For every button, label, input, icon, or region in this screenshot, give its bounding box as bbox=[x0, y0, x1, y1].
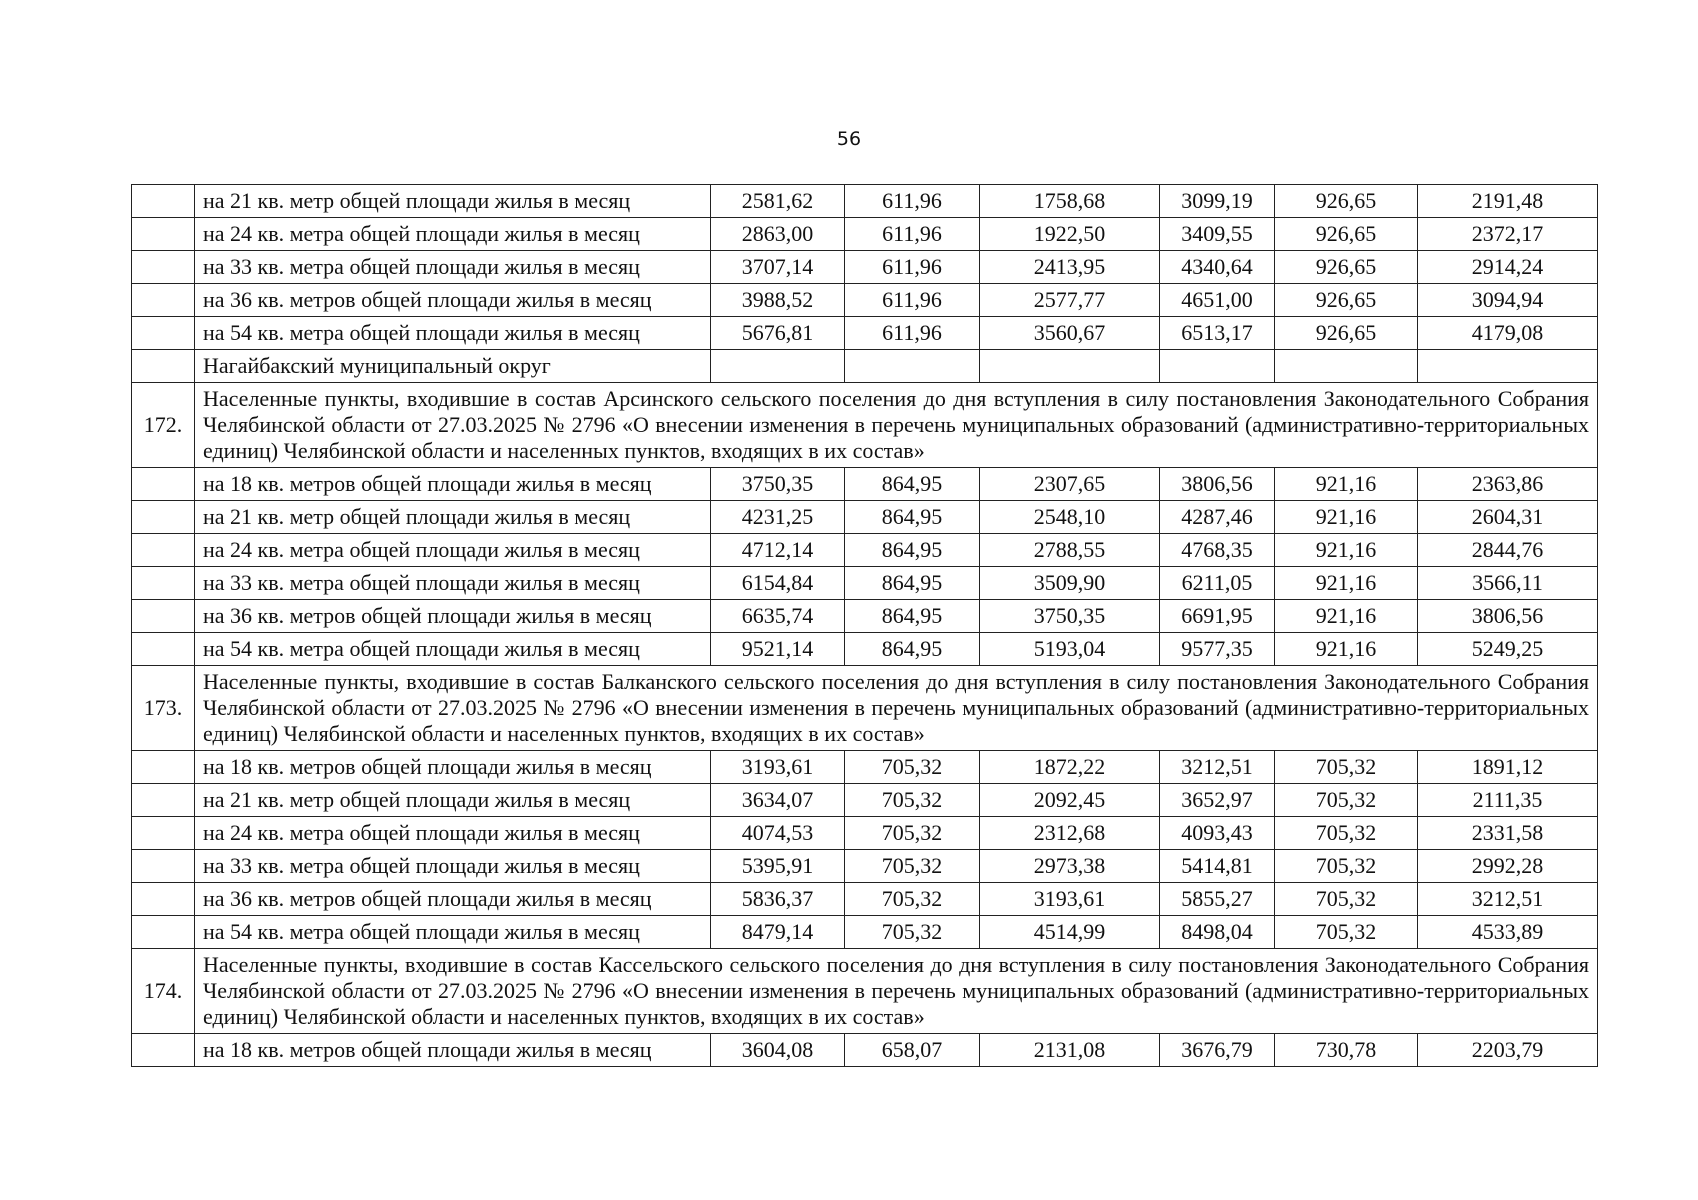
value-cell bbox=[845, 350, 980, 383]
value-cell: 9521,14 bbox=[711, 633, 845, 666]
row-label: на 54 кв. метра общей площади жилья в месяц bbox=[195, 633, 711, 666]
value-cell: 705,32 bbox=[845, 817, 980, 850]
row-label: на 24 кв. метра общей площади жилья в месяц bbox=[195, 218, 711, 251]
value-cell: 8498,04 bbox=[1160, 916, 1275, 949]
value-cell: 3560,67 bbox=[980, 317, 1160, 350]
value-cell: 3193,61 bbox=[980, 883, 1160, 916]
value-cell: 3212,51 bbox=[1418, 883, 1598, 916]
row-number-cell bbox=[132, 317, 195, 350]
value-cell: 864,95 bbox=[845, 468, 980, 501]
row-number: 172. bbox=[132, 383, 195, 468]
value-cell: 705,32 bbox=[1275, 883, 1418, 916]
table-row bbox=[132, 218, 1598, 251]
value-cell: 9577,35 bbox=[1160, 633, 1275, 666]
row-label: на 33 кв. метра общей площади жилья в месяц bbox=[195, 850, 711, 883]
value-cell: 1922,50 bbox=[980, 218, 1160, 251]
row-label: на 33 кв. метра общей площади жилья в месяц bbox=[195, 251, 711, 284]
value-cell: 1758,68 bbox=[980, 185, 1160, 218]
value-cell: 926,65 bbox=[1275, 284, 1418, 317]
value-cell: 2131,08 bbox=[980, 1034, 1160, 1067]
row-number: 173. bbox=[132, 666, 195, 751]
value-cell: 2914,24 bbox=[1418, 251, 1598, 284]
value-cell: 3212,51 bbox=[1160, 751, 1275, 784]
table-row bbox=[132, 817, 1598, 850]
value-cell: 2363,86 bbox=[1418, 468, 1598, 501]
table-row bbox=[132, 850, 1598, 883]
value-cell: 3604,08 bbox=[711, 1034, 845, 1067]
value-cell: 2581,62 bbox=[711, 185, 845, 218]
value-cell: 705,32 bbox=[845, 850, 980, 883]
section-row bbox=[132, 666, 1598, 751]
value-cell: 6154,84 bbox=[711, 567, 845, 600]
value-cell: 926,65 bbox=[1275, 251, 1418, 284]
value-cell: 2992,28 bbox=[1418, 850, 1598, 883]
value-cell: 611,96 bbox=[845, 284, 980, 317]
value-cell: 926,65 bbox=[1275, 218, 1418, 251]
value-cell: 5249,25 bbox=[1418, 633, 1598, 666]
value-cell: 864,95 bbox=[845, 633, 980, 666]
row-number-cell bbox=[132, 751, 195, 784]
value-cell: 5676,81 bbox=[711, 317, 845, 350]
table-row bbox=[132, 534, 1598, 567]
value-cell: 864,95 bbox=[845, 501, 980, 534]
tariff-table bbox=[131, 184, 1598, 1067]
value-cell: 705,32 bbox=[1275, 916, 1418, 949]
value-cell: 6513,17 bbox=[1160, 317, 1275, 350]
value-cell: 921,16 bbox=[1275, 534, 1418, 567]
table-row bbox=[132, 284, 1598, 317]
value-cell: 2092,45 bbox=[980, 784, 1160, 817]
value-cell: 2331,58 bbox=[1418, 817, 1598, 850]
value-cell: 705,32 bbox=[1275, 817, 1418, 850]
row-number-cell bbox=[132, 218, 195, 251]
row-number-cell bbox=[132, 633, 195, 666]
value-cell bbox=[1160, 350, 1275, 383]
value-cell: 3707,14 bbox=[711, 251, 845, 284]
table-row bbox=[132, 916, 1598, 949]
row-label: на 54 кв. метра общей площади жилья в месяц bbox=[195, 916, 711, 949]
value-cell: 5855,27 bbox=[1160, 883, 1275, 916]
value-cell: 5836,37 bbox=[711, 883, 845, 916]
value-cell: 4340,64 bbox=[1160, 251, 1275, 284]
value-cell: 2973,38 bbox=[980, 850, 1160, 883]
value-cell: 2863,00 bbox=[711, 218, 845, 251]
row-number-cell bbox=[132, 600, 195, 633]
value-cell: 3409,55 bbox=[1160, 218, 1275, 251]
value-cell: 1872,22 bbox=[980, 751, 1160, 784]
value-cell: 3750,35 bbox=[711, 468, 845, 501]
value-cell bbox=[980, 350, 1160, 383]
value-cell: 3634,07 bbox=[711, 784, 845, 817]
value-cell: 3094,94 bbox=[1418, 284, 1598, 317]
section-row bbox=[132, 949, 1598, 1034]
value-cell: 8479,14 bbox=[711, 916, 845, 949]
value-cell: 705,32 bbox=[1275, 784, 1418, 817]
value-cell: 926,65 bbox=[1275, 317, 1418, 350]
value-cell: 705,32 bbox=[845, 784, 980, 817]
table-row bbox=[132, 567, 1598, 600]
row-label: на 21 кв. метр общей площади жилья в месяц bbox=[195, 185, 711, 218]
value-cell: 611,96 bbox=[845, 185, 980, 218]
value-cell: 6211,05 bbox=[1160, 567, 1275, 600]
row-number-cell bbox=[132, 468, 195, 501]
value-cell: 4093,43 bbox=[1160, 817, 1275, 850]
value-cell: 705,32 bbox=[845, 751, 980, 784]
table-row bbox=[132, 751, 1598, 784]
value-cell: 921,16 bbox=[1275, 600, 1418, 633]
value-cell: 4074,53 bbox=[711, 817, 845, 850]
value-cell: 4768,35 bbox=[1160, 534, 1275, 567]
value-cell: 705,32 bbox=[845, 883, 980, 916]
value-cell: 3652,97 bbox=[1160, 784, 1275, 817]
value-cell: 4231,25 bbox=[711, 501, 845, 534]
value-cell: 2577,77 bbox=[980, 284, 1160, 317]
value-cell: 2844,76 bbox=[1418, 534, 1598, 567]
row-label: на 36 кв. метров общей площади жилья в месяц bbox=[195, 284, 711, 317]
row-number-cell bbox=[132, 916, 195, 949]
row-label: на 36 кв. метров общей площади жилья в месяц bbox=[195, 883, 711, 916]
row-label: на 54 кв. метра общей площади жилья в месяц bbox=[195, 317, 711, 350]
row-number-cell bbox=[132, 501, 195, 534]
value-cell: 3566,11 bbox=[1418, 567, 1598, 600]
value-cell: 921,16 bbox=[1275, 567, 1418, 600]
value-cell: 4651,00 bbox=[1160, 284, 1275, 317]
row-label: на 18 кв. метров общей площади жилья в месяц bbox=[195, 468, 711, 501]
row-number-cell bbox=[132, 185, 195, 218]
row-number-cell bbox=[132, 850, 195, 883]
row-number-cell bbox=[132, 350, 195, 383]
value-cell: 2111,35 bbox=[1418, 784, 1598, 817]
value-cell: 2191,48 bbox=[1418, 185, 1598, 218]
value-cell: 864,95 bbox=[845, 534, 980, 567]
value-cell: 921,16 bbox=[1275, 633, 1418, 666]
value-cell: 4287,46 bbox=[1160, 501, 1275, 534]
section-description: Населенные пункты, входившие в состав Балканского сельского поселения до дня вступления в силу постановления Законодательного Собрания Челябинской области от 27.03.2025 № 2796 «О внесении изменения в перечень муниципальных образований (административно-территориальных единиц) Челябинской области и населенных пунктов, входящих в их состав» bbox=[195, 666, 1598, 751]
value-cell: 4179,08 bbox=[1418, 317, 1598, 350]
value-cell: 705,32 bbox=[845, 916, 980, 949]
table-row bbox=[132, 350, 1598, 383]
value-cell: 730,78 bbox=[1275, 1034, 1418, 1067]
section-description: Населенные пункты, входившие в состав Кассельского сельского поселения до дня вступления в силу постановления Законодательного Собрания Челябинской области от 27.03.2025 № 2796 «О внесении изменения в перечень муниципальных образований (административно-территориальных единиц) Челябинской области и населенных пунктов, входящих в их состав» bbox=[195, 949, 1598, 1034]
row-number-cell bbox=[132, 251, 195, 284]
value-cell: 2203,79 bbox=[1418, 1034, 1598, 1067]
value-cell: 926,65 bbox=[1275, 185, 1418, 218]
value-cell: 864,95 bbox=[845, 600, 980, 633]
value-cell: 2413,95 bbox=[980, 251, 1160, 284]
value-cell: 2788,55 bbox=[980, 534, 1160, 567]
table-row bbox=[132, 185, 1598, 218]
value-cell: 5395,91 bbox=[711, 850, 845, 883]
value-cell: 658,07 bbox=[845, 1034, 980, 1067]
value-cell: 3806,56 bbox=[1418, 600, 1598, 633]
value-cell: 3806,56 bbox=[1160, 468, 1275, 501]
row-number-cell bbox=[132, 534, 195, 567]
row-number-cell bbox=[132, 284, 195, 317]
row-number-cell bbox=[132, 784, 195, 817]
row-label: на 24 кв. метра общей площади жилья в месяц bbox=[195, 817, 711, 850]
value-cell: 5414,81 bbox=[1160, 850, 1275, 883]
table-row bbox=[132, 468, 1598, 501]
row-label: на 21 кв. метр общей площади жилья в месяц bbox=[195, 501, 711, 534]
value-cell: 2312,68 bbox=[980, 817, 1160, 850]
value-cell: 705,32 bbox=[1275, 850, 1418, 883]
section-description: Населенные пункты, входившие в состав Арсинского сельского поселения до дня вступления в силу постановления Законодательного Собрания Челябинской области от 27.03.2025 № 2796 «О внесении изменения в перечень муниципальных образований (административно-территориальных единиц) Челябинской области и населенных пунктов, входящих в их состав» bbox=[195, 383, 1598, 468]
value-cell: 3509,90 bbox=[980, 567, 1160, 600]
row-label: на 33 кв. метра общей площади жилья в месяц bbox=[195, 567, 711, 600]
value-cell bbox=[1418, 350, 1598, 383]
row-number-cell bbox=[132, 817, 195, 850]
row-label: на 21 кв. метр общей площади жилья в месяц bbox=[195, 784, 711, 817]
value-cell: 4533,89 bbox=[1418, 916, 1598, 949]
value-cell: 5193,04 bbox=[980, 633, 1160, 666]
table-row bbox=[132, 251, 1598, 284]
value-cell: 705,32 bbox=[1275, 751, 1418, 784]
value-cell: 3099,19 bbox=[1160, 185, 1275, 218]
row-label: на 36 кв. метров общей площади жилья в месяц bbox=[195, 600, 711, 633]
table-row bbox=[132, 883, 1598, 916]
section-row bbox=[132, 383, 1598, 468]
table-row bbox=[132, 784, 1598, 817]
value-cell bbox=[711, 350, 845, 383]
value-cell: 921,16 bbox=[1275, 501, 1418, 534]
value-cell: 611,96 bbox=[845, 251, 980, 284]
value-cell: 1891,12 bbox=[1418, 751, 1598, 784]
value-cell: 2548,10 bbox=[980, 501, 1160, 534]
row-number: 174. bbox=[132, 949, 195, 1034]
value-cell: 3676,79 bbox=[1160, 1034, 1275, 1067]
table-row bbox=[132, 1034, 1598, 1067]
value-cell: 611,96 bbox=[845, 218, 980, 251]
value-cell: 864,95 bbox=[845, 567, 980, 600]
value-cell: 6635,74 bbox=[711, 600, 845, 633]
value-cell: 4514,99 bbox=[980, 916, 1160, 949]
value-cell: 3750,35 bbox=[980, 600, 1160, 633]
row-label: на 18 кв. метров общей площади жилья в месяц bbox=[195, 751, 711, 784]
value-cell: 4712,14 bbox=[711, 534, 845, 567]
table-row bbox=[132, 501, 1598, 534]
value-cell: 2372,17 bbox=[1418, 218, 1598, 251]
row-number-cell bbox=[132, 567, 195, 600]
value-cell: 921,16 bbox=[1275, 468, 1418, 501]
page-number: 56 bbox=[836, 128, 862, 150]
row-label: на 18 кв. метров общей площади жилья в месяц bbox=[195, 1034, 711, 1067]
value-cell: 3988,52 bbox=[711, 284, 845, 317]
row-label: на 24 кв. метра общей площади жилья в месяц bbox=[195, 534, 711, 567]
value-cell: 6691,95 bbox=[1160, 600, 1275, 633]
value-cell: 611,96 bbox=[845, 317, 980, 350]
table-row bbox=[132, 600, 1598, 633]
row-label: Нагайбакский муниципальный округ bbox=[195, 350, 711, 383]
value-cell: 2604,31 bbox=[1418, 501, 1598, 534]
row-number-cell bbox=[132, 883, 195, 916]
value-cell: 2307,65 bbox=[980, 468, 1160, 501]
value-cell bbox=[1275, 350, 1418, 383]
row-number-cell bbox=[132, 1034, 195, 1067]
table-row bbox=[132, 633, 1598, 666]
table-row bbox=[132, 317, 1598, 350]
value-cell: 3193,61 bbox=[711, 751, 845, 784]
